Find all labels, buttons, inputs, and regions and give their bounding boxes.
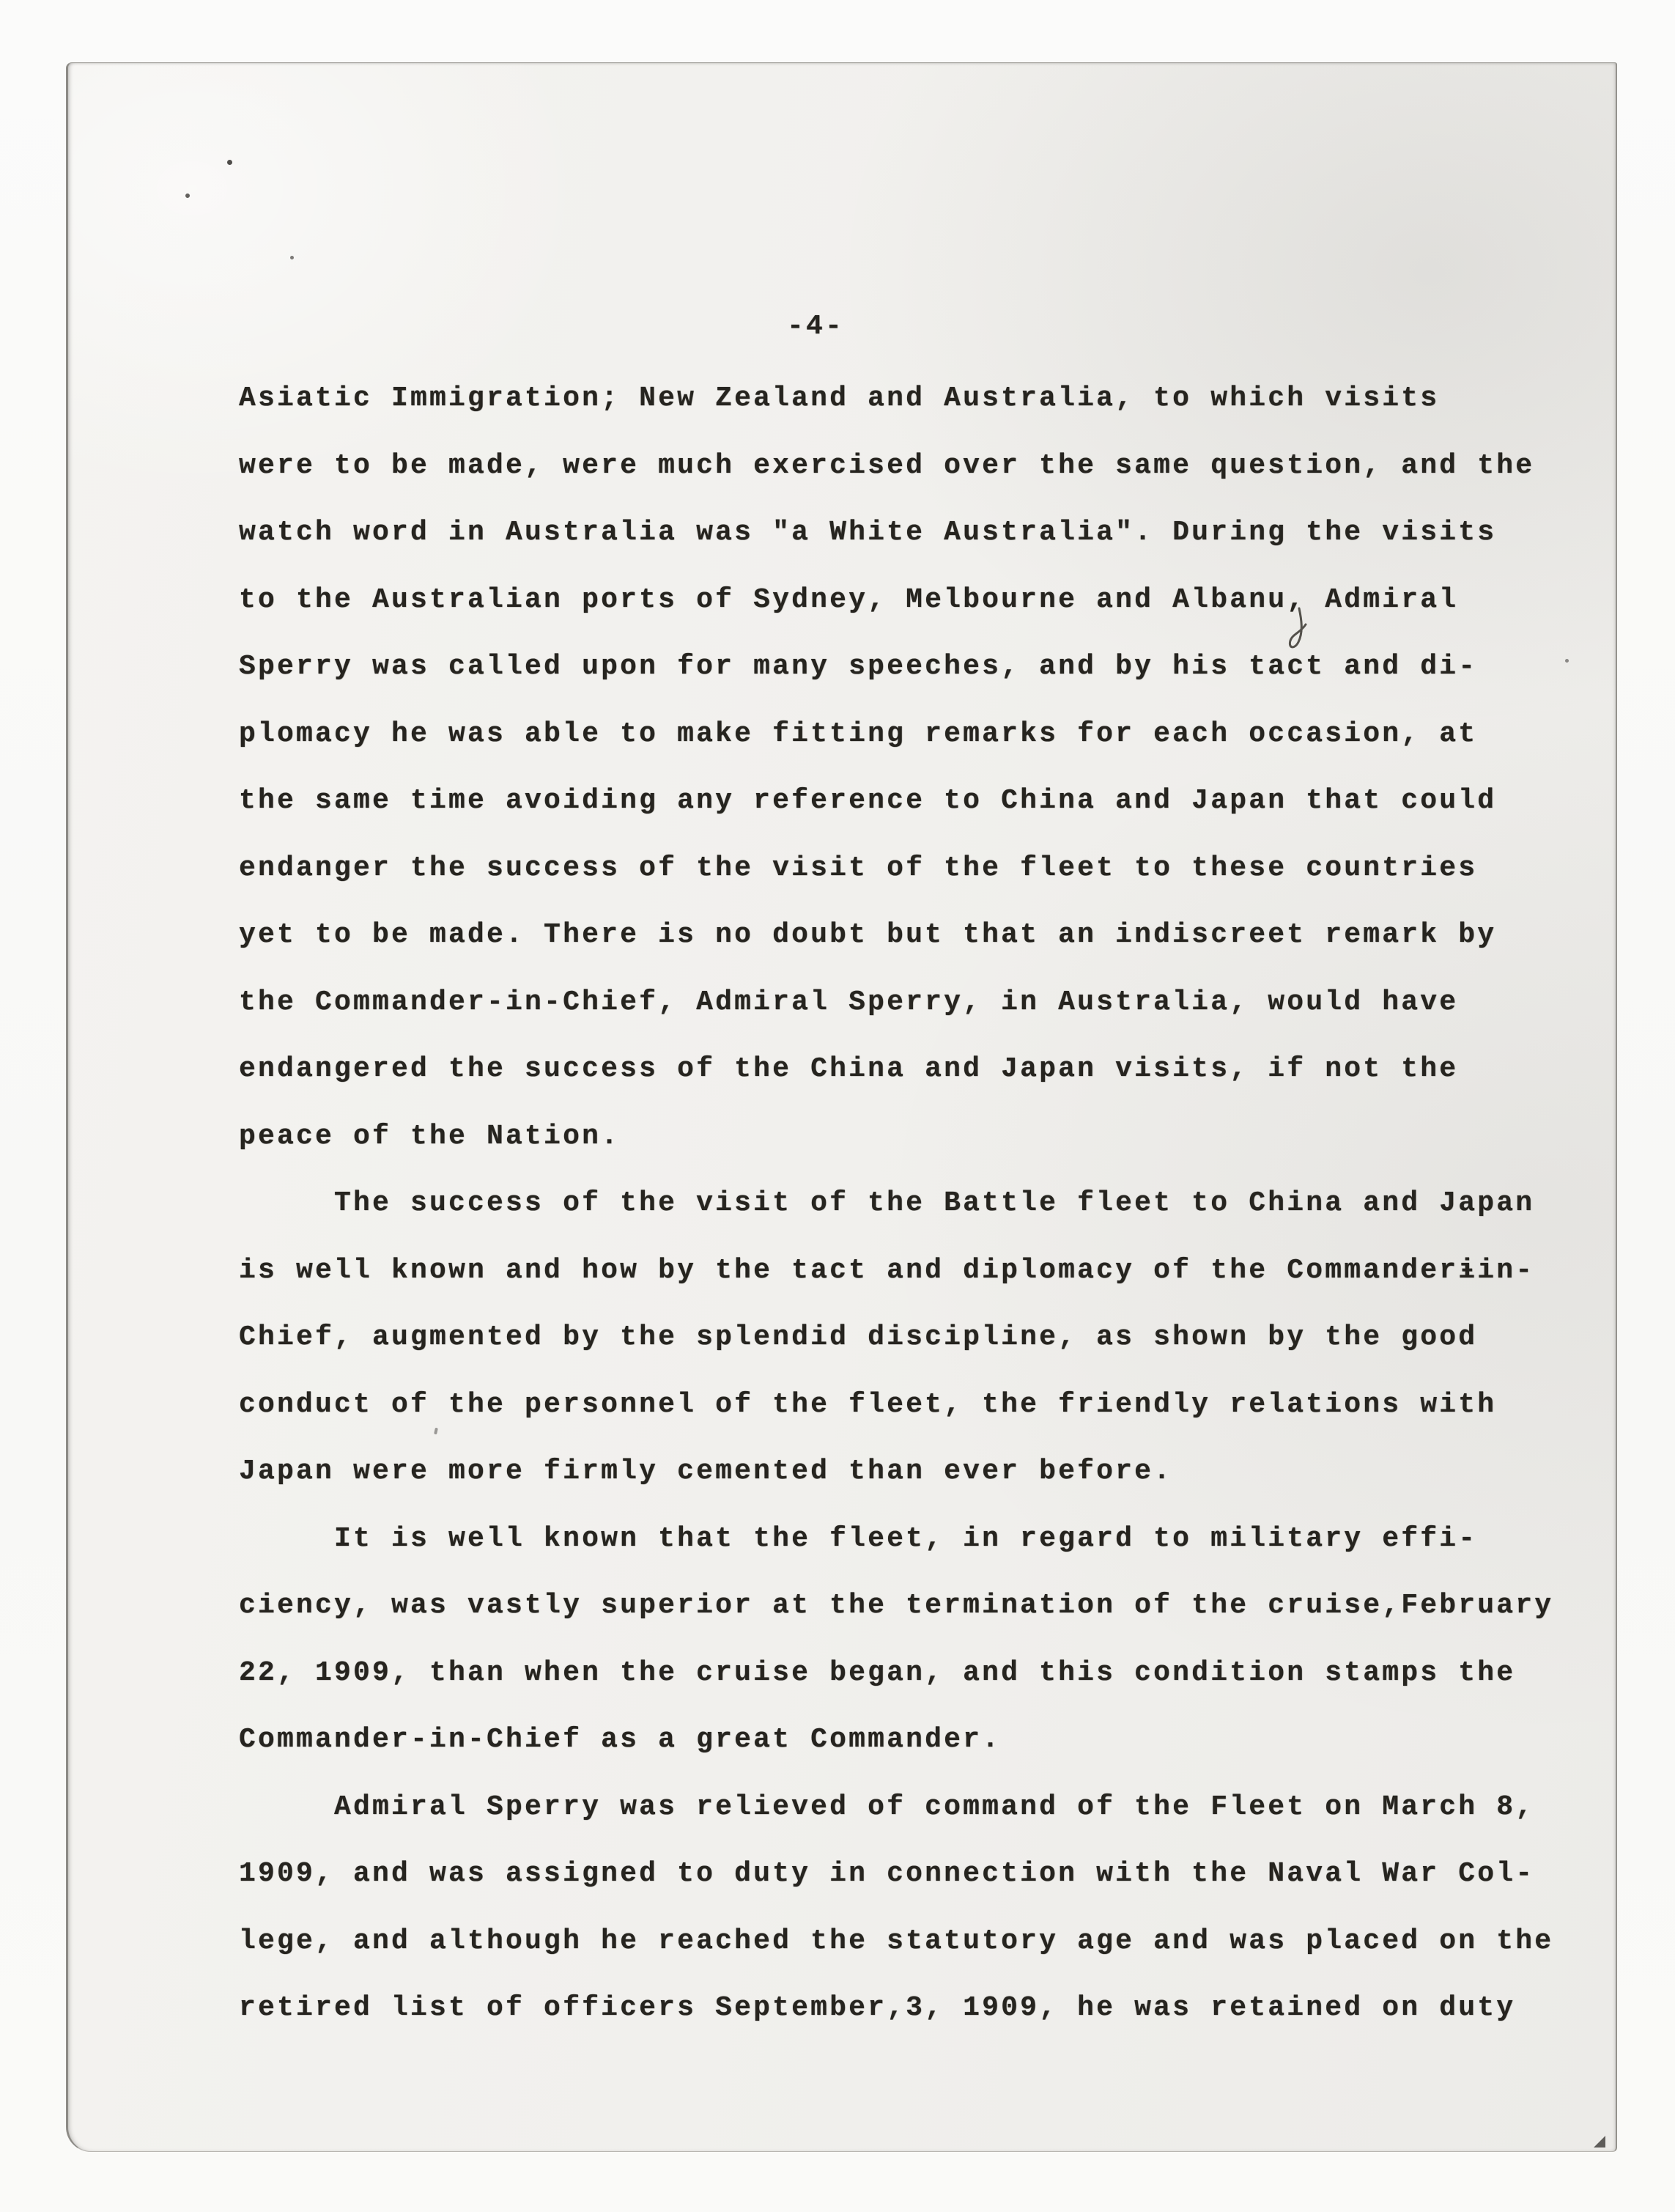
typewritten-line: endanger the success of the visit of the fleet to these countries [239, 852, 1478, 884]
typewritten-line: conduct of the personnel of the fleet, the friendly relations with [239, 1388, 1497, 1420]
typewritten-line: is well known and how by the tact and diplomacy of the Commanderɨin- [239, 1254, 1535, 1286]
typewritten-line: lege, and although he reached the statutory age and was placed on the [239, 1925, 1554, 1957]
paragraph-1 [239, 365, 1584, 1170]
typewritten-line: watch word in Australia was "a White Australia". During the visits [239, 517, 1497, 548]
scan-speck [1565, 659, 1569, 663]
paragraph-3 [239, 1505, 1584, 1774]
paragraph-4 [239, 1774, 1584, 2042]
page-number: -4- [786, 311, 844, 342]
typewritten-line: to the Australian ports of Sydney, Melbourne and Albanu, Admiral [239, 583, 1459, 616]
typewritten-line: endangered the success of the China and Japan visits, if not the [239, 1053, 1459, 1085]
typewritten-line: the Commander-in-Chief, Admiral Sperry, in Australia, would have [239, 986, 1459, 1018]
page-corner-fold [1594, 2136, 1605, 2148]
typewritten-line: Asiatic Immigration; New Zealand and Australia, to which visits [239, 383, 1440, 414]
document-page [66, 62, 1617, 2152]
scan-speck [185, 193, 190, 198]
typewritten-line: Japan were more firmly cemented than ever before. [239, 1456, 1173, 1487]
typewritten-line: plomacy he was able to make fitting remarks for each occasion, at [239, 718, 1478, 750]
typewritten-line: 1909, and was assigned to duty in connection with the Naval War Col- [239, 1858, 1535, 1890]
typewritten-line: the same time avoiding any reference to China and Japan that could [239, 785, 1497, 816]
typewritten-line: Admiral Sperry was relieved of command of the Fleet on March 8, [239, 1791, 1535, 1823]
typewritten-line: It is well known that the fleet, in regard to military effi- [239, 1522, 1478, 1555]
scan-speck [227, 160, 232, 165]
typewritten-line: peace of the Nation. [239, 1120, 621, 1152]
typewritten-text-block [239, 365, 1584, 2042]
typewritten-line: Chief, augmented by the splendid discipline, as shown by the good [239, 1321, 1478, 1353]
typewritten-line: were to be made, were much exercised over the same question, and the [239, 449, 1535, 482]
typewritten-line: Commander-in-Chief as a great Commander. [239, 1724, 1002, 1755]
typewritten-line: retired list of officers September,3, 1909, he was retained on duty [239, 1992, 1516, 2024]
scan-speck [290, 256, 294, 259]
typewritten-line: 22, 1909, than when the cruise began, and this condition stamps the [239, 1656, 1516, 1689]
typewritten-line: yet to be made. There is no doubt but that an indiscreet remark by [239, 919, 1497, 951]
handwritten-correction-mark [1287, 607, 1317, 658]
paragraph-2 [239, 1170, 1584, 1505]
typewritten-line: Sperry was called upon for many speeches, and by his tact and di- [239, 651, 1478, 682]
typewritten-line: The success of the visit of the Battle fleet to China and Japan [239, 1187, 1535, 1219]
typewritten-line: ciency, was vastly superior at the termination of the cruise,February [239, 1590, 1554, 1621]
